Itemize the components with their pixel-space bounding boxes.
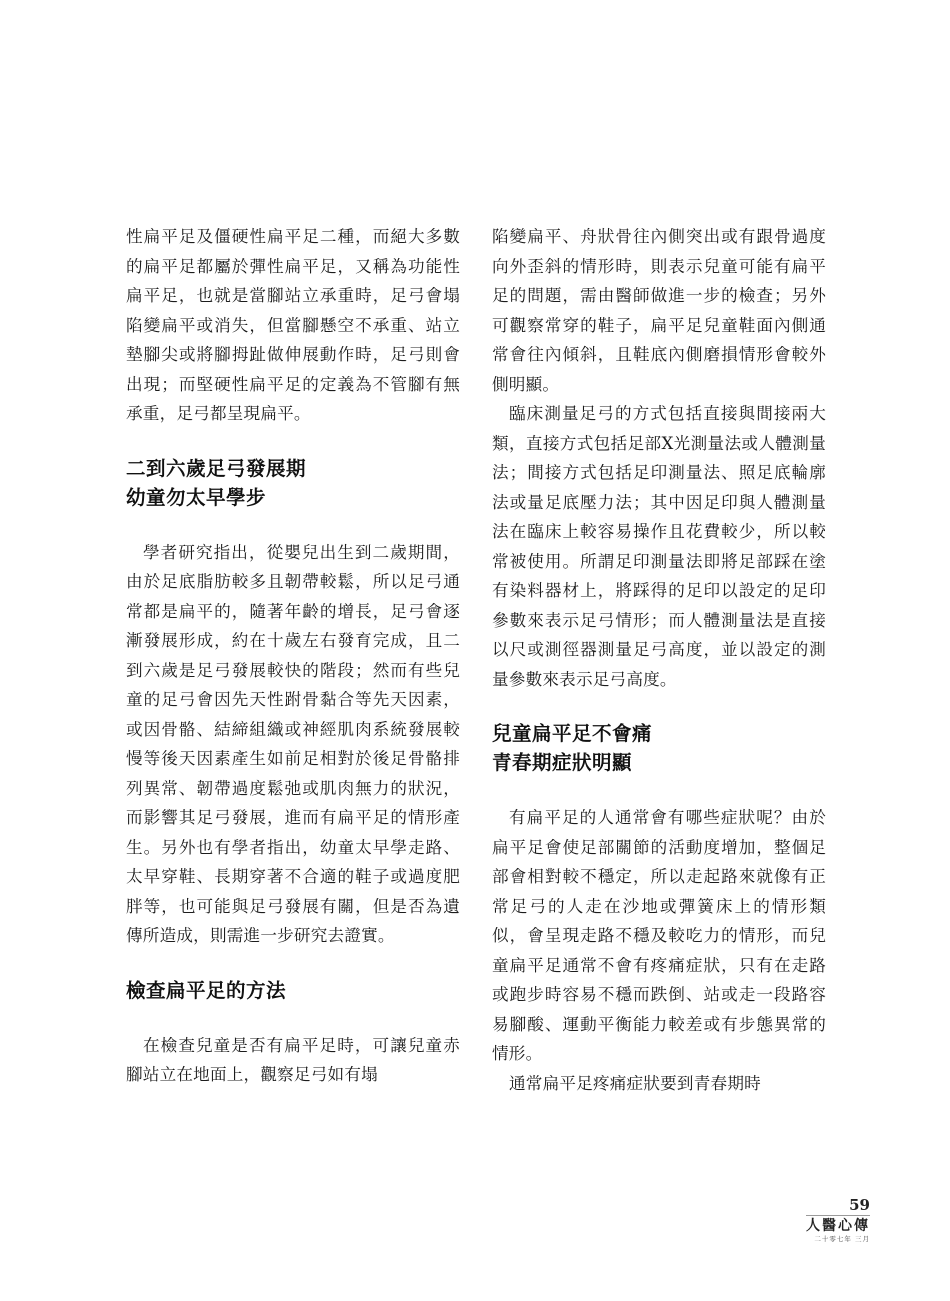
- section-heading-arch-development: [126, 454, 460, 512]
- page-number: 59: [849, 1196, 870, 1214]
- right-paragraph-2: 臨床測量足弓的方式包括直接與間接兩大類，直接方式包括足部X光測量法或人體測量法；間接方式包括足印測量法、照足底輪廓法或量足底壓力法；其中因足印與人體測量法在臨床上較容易操作且花費較少，所以較常被使用。所謂足印測量法即將足部踩在塗有染料器材上，將踩得的足印以設定的足印參數來表示足弓情形；而人體測量法是直接以尺或測徑器測量足弓高度，並以設定的測量參數來表示足弓高度。: [492, 404, 826, 689]
- page-footer: [750, 1196, 870, 1244]
- left-paragraph-1: 性扁平足及僵硬性扁平足二種，而絕大多數的扁平足都屬於彈性扁平足，又稱為功能性扁平足，也就是當腳站立承重時，足弓會塌陷變扁平或消失，但當腳懸空不承重、站立墊腳尖或將腳拇趾做伸展動作時，足弓則會出現；而堅硬性扁平足的定義為不管腳有無承重，足弓都呈現扁平。: [126, 227, 460, 423]
- footer-divider: [806, 1215, 870, 1216]
- heading-line-1: 兒童扁平足不會痛: [492, 722, 653, 745]
- section-heading-examination: [126, 976, 460, 1005]
- right-paragraph-3: 有扁平足的人通常會有哪些症狀呢？由於扁平足會使足部關節的活動度增加，整個足部會相對較不穩定，所以走起路來就像有正常足弓的人走在沙地或彈簧床上的情形類似，會呈現走路不穩及較吃力的情形，而兒童扁平足通常不會有疼痛症狀，只有在走路或跑步時容易不穩而跌倒、站或走一段路容易腳酸、運動平衡能力較差或有步態異常的情形。: [492, 808, 826, 1063]
- heading-line-1: 二到六歲足弓發展期: [126, 456, 307, 480]
- magazine-title: 人醫心傳: [806, 1218, 870, 1234]
- right-paragraph-1: 陷變扁平、舟狀骨往內側突出或有跟骨過度向外歪斜的情形時，則表示兒童可能有扁平足的問題，需由醫師做進一步的檢查；另外可觀察常穿的鞋子，扁平足兒童鞋面內側通常會往內傾斜，且鞋底內側磨損情形會較外側明顯。: [492, 227, 826, 394]
- right-paragraph-4: 通常扁平足疼痛症狀要到青春期時: [509, 1073, 761, 1093]
- issue-date: 二十零七年 三月: [814, 1235, 870, 1243]
- heading-line-2: 青春期症狀明顯: [492, 751, 633, 774]
- left-paragraph-3: 在檢查兒童是否有扁平足時，可讓兒童赤腳站立在地面上，觀察足弓如有塌: [126, 1035, 460, 1084]
- heading-line-2: 幼童勿太早學步: [126, 485, 267, 509]
- heading-line-1: 檢查扁平足的方法: [126, 978, 287, 1002]
- section-heading-symptoms: [492, 719, 826, 777]
- right-column: [492, 222, 826, 1098]
- left-column: [126, 222, 460, 1090]
- left-paragraph-2: 學者研究指出，從嬰兒出生到二歲期間，由於足底脂肪較多且韌帶較鬆，所以足弓通常都是扁平的，隨著年齡的增長，足弓會逐漸發展形成，約在十歲左右發育完成，且二到六歲是足弓發展較快的階段；然而有些兒童的足弓會因先天性跗骨黏合等先天因素，或因骨骼、結締組織或神經肌肉系統發展較慢等後天因素產生如前足相對於後足骨骼排列異常、韌帶過度鬆弛或肌肉無力的狀況，而影響其足弓發展，進而有扁平足的情形產生。另外也有學者指出，幼童太早學走路、太早穿鞋、長期穿著不合適的鞋子或過度肥胖等，也可能與足弓發展有關，但是否為遺傳所造成，則需進一步研究去證實。: [126, 542, 460, 945]
